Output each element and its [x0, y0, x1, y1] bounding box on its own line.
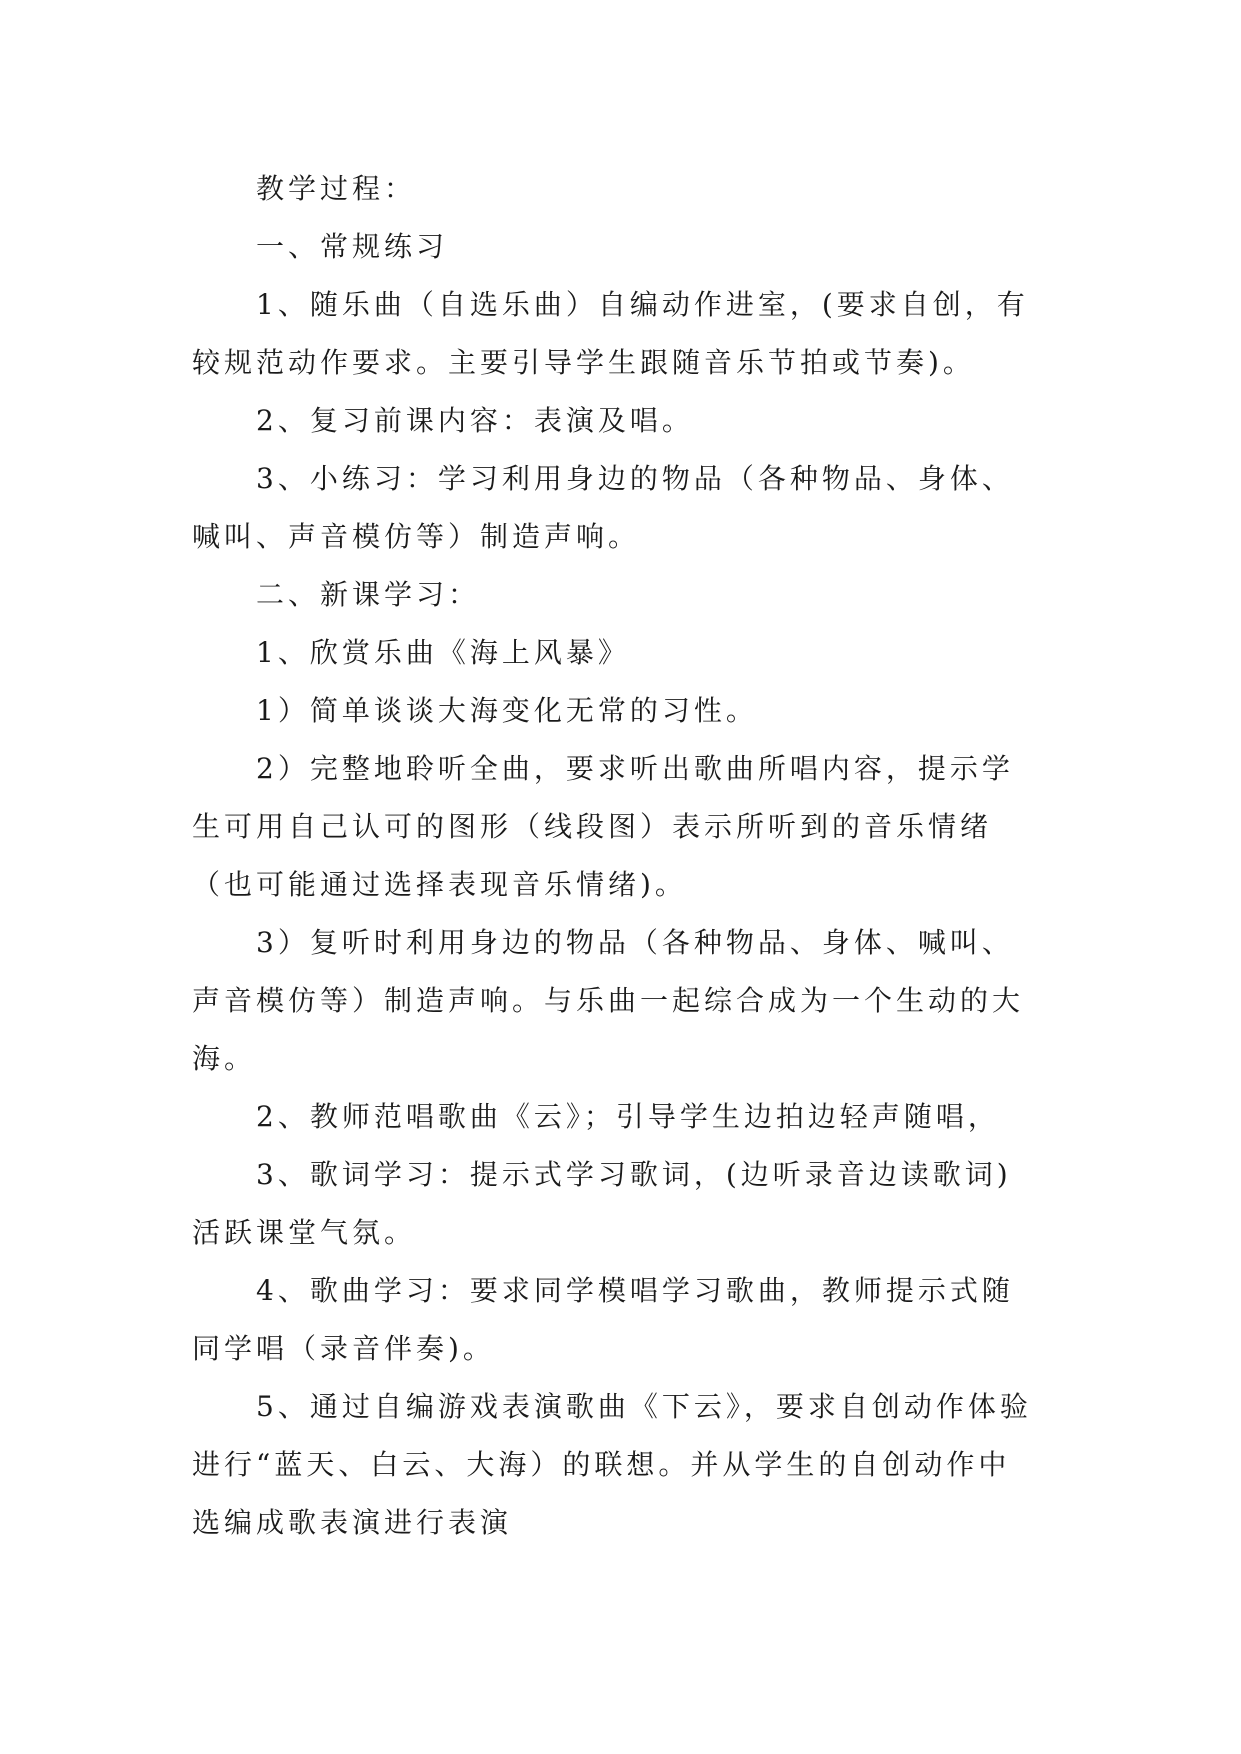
document-body — [192, 160, 1072, 1552]
text-line: 3、歌词学习：提示式学习歌词，(边听录音边读歌词) — [256, 1158, 1012, 1191]
text-line: 同学唱（录音伴奏)。 — [192, 1332, 495, 1365]
text-line: 1）简单谈谈大海变化无常的习性。 — [256, 694, 758, 727]
text-line: 3）复听时利用身边的物品（各种物品、身体、喊叫、 — [256, 926, 1014, 959]
text-line: 3、小练习：学习利用身边的物品（各种物品、身体、 — [256, 462, 1014, 495]
text-line: 选编成歌表演进行表演 — [192, 1506, 513, 1539]
text-line: 二、新课学习： — [256, 578, 481, 611]
text-line: 5、通过自编游戏表演歌曲《下云》，要求自创动作体验 — [256, 1390, 1032, 1423]
text-line: 2）完整地聆听全曲，要求听出歌曲所唱内容，提示学 — [256, 752, 1014, 785]
text-line: 2、教师范唱歌曲《云》；引导学生边拍边轻声随唱， — [256, 1100, 1000, 1133]
text-line: 活跃课堂气氛。 — [192, 1216, 417, 1249]
text-line: （也可能通过选择表现音乐情绪)。 — [192, 868, 687, 901]
text-line: 1、随乐曲（自选乐曲）自编动作进室，(要求自创，有 — [256, 288, 1029, 321]
text-line: 教学过程： — [256, 172, 417, 205]
text-line: 4、歌曲学习：要求同学模唱学习歌曲，教师提示式随 — [256, 1274, 1014, 1307]
text-line: 声音模仿等）制造声响。与乐曲一起综合成为一个生动的大 — [192, 984, 1025, 1017]
text-line: 生可用自己认可的图形（线段图）表示所听到的音乐情绪 — [192, 810, 993, 843]
text-line: 喊叫、声音模仿等）制造声响。 — [192, 520, 641, 553]
text-line: 较规范动作要求。主要引导学生跟随音乐节拍或节奏)。 — [192, 346, 975, 379]
text-line: 海。 — [192, 1042, 257, 1075]
text-line: 进行“蓝天、白云、大海）的联想。并从学生的自创动作中 — [192, 1448, 1011, 1481]
text-line: 2、复习前课内容：表演及唱。 — [256, 404, 694, 437]
text-line: 1、欣赏乐曲《海上风暴》 — [256, 636, 630, 669]
text-line: 一、常规练习 — [256, 230, 449, 263]
